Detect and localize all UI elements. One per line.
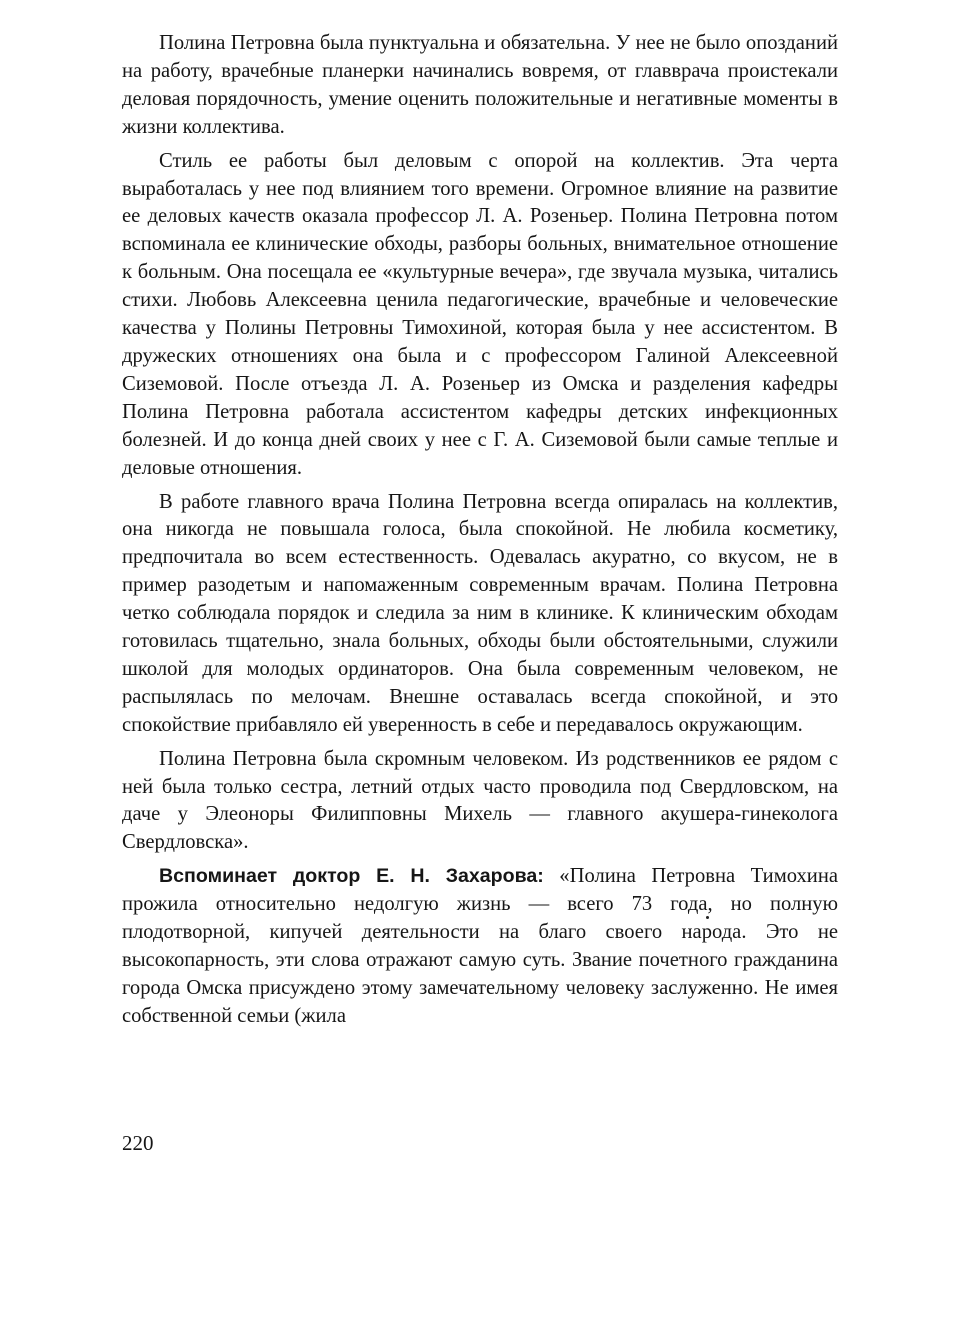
paragraph-4: Полина Петровна была скромным человеком. Из родственников ее рядом с ней была только сестра, летний отдых часто проводила под Свердловском, на даче у Элеоноры Филипповны Михель — главного акушера-гинеколога Свердловска». bbox=[122, 747, 838, 854]
scan-speck bbox=[706, 916, 709, 919]
paragraph-1: Полина Петровна была пунктуальна и обязательна. У нее не было опозданий на работу, врачебные планерки начинались вовремя, от главврача проистекали деловая порядочность, умение оценить положительные и негативные моменты в жизни коллектива. bbox=[122, 32, 838, 138]
page-text-block bbox=[122, 30, 838, 1037]
quote-speaker: Вспоминает доктор Е. Н. Захарова: bbox=[159, 865, 544, 888]
quote-text: «Полина Петровна Тимохина прожила относительно недолгую жизнь — всего 73 года, но полную плодотворной, кипучей деятельности на благо своего народа. Это не высокопарность, эти слова отражают самую суть. Звание почетного гражданина города Омска присуждено этому замечательному человеку заслуженно. Не имея собственной семьи (жила bbox=[122, 865, 838, 1027]
paragraph-5-quote bbox=[122, 863, 838, 1030]
page-number: 220 bbox=[122, 1131, 154, 1155]
paragraph-2: Стиль ее работы был деловым с опорой на коллектив. Эта черта выработалась у нее под влиянием того времени. Огромное влияние на развитие ее деловых качеств оказала профессор Л. А. Розеньер. Полина Петровна потом вспоминала ее клинические обходы, разборы больных, внимательное отношение к больным. Она посещала ее «культурные вечера», где звучала музыка, читались стихи. Любовь Алексеевна ценила педагогические, врачебные и человеческие качества у Полины Петровны Тимохиной, которая была у нее ассистентом. В дружеских отношениях она была и с профессором Галиной Алексеевной Сиземовой. После отъезда Л. А. Розеньер из Омска и разделения кафедры Полина Петровна работала ассистентом кафедры детских инфекционных болезней. И до конца дней своих у нее с Г. А. Сиземовой были самые теплые и деловые отношения. bbox=[122, 149, 838, 479]
paragraph-3: В работе главного врача Полина Петровна всегда опиралась на коллектив, она никогда не повышала голоса, была спокойной. Не любила косметику, предпочитала во всем естественность. Одевалась акуратно, со вкусом, не в пример разодетым и напомаженным современным врачам. Полина Петровна четко соблюдала порядок и следила за ним в клинике. К клиническим обходам готовилась тщательно, знала больных, обходы были обстоятельными, служили школой для молодых ординаторов. Она была современным человеком, не распылялась по мелочам. Внешне оставалась всегда спокойной, и это спокойствие прибавляло ей уверенность в себе и передавалось окружающим. bbox=[122, 490, 838, 736]
